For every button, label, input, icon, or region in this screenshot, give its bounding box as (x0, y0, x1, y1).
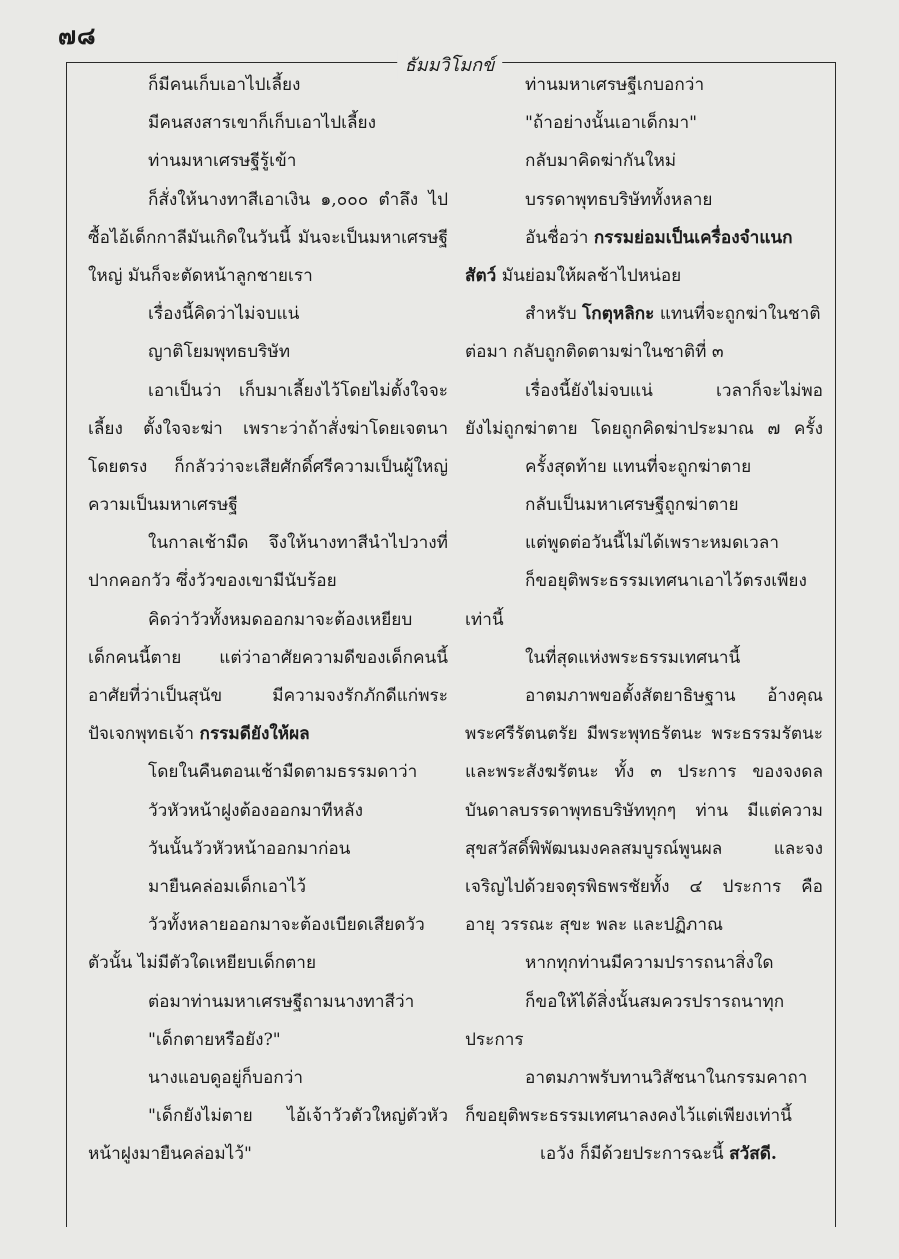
line-text: อายุ วรรณะ สุขะ พละ และปฏิภาณ (465, 915, 723, 936)
line-text: เจริญไปด้วยจตุรพิธพรชัยทั้ง ๔ ประการ คือ (465, 876, 823, 897)
line-text: กลับมาคิดฆ่ากันใหม่ (525, 151, 677, 172)
text-line (465, 983, 823, 1021)
line-text: เรื่องนี้คิดว่าไม่จบแน่ (148, 304, 300, 325)
text-line (465, 1097, 823, 1135)
text-line (465, 372, 823, 410)
right-column (465, 66, 823, 1173)
line-text: ก็ขอยุติพระธรรมเทศนาลงคงไว้แต่เพียงเท่านี้ (465, 1106, 792, 1127)
line-text: เอวัง ก็มีด้วยประการฉะนี้ (540, 1144, 730, 1165)
text-line (465, 715, 823, 753)
line-text: ก็สั่งให้นางทาสีเอาเงิน ๑,๐๐๐ ตำลึง ไป (148, 189, 448, 210)
line-text: ต่อมา กลับถูกติดตามฆ่าในชาติที่ ๓ (465, 342, 724, 363)
text-line (88, 639, 448, 677)
text-line (88, 677, 448, 715)
text-line (465, 1059, 823, 1097)
text-line (88, 104, 448, 142)
text-line (88, 983, 448, 1021)
text-line (88, 372, 448, 410)
line-text: เรื่องนี้ยังไม่จบแน่ เวลาก็จะไม่พอ (525, 380, 823, 401)
bold-phrase: สวัสดี. (729, 1144, 777, 1165)
line-text: อาตมภาพขอตั้งสัตยาธิษฐาน อ้างคุณ (525, 686, 823, 706)
text-line (88, 1135, 448, 1173)
text-line (465, 333, 823, 371)
text-line (88, 906, 448, 944)
text-line (88, 562, 448, 600)
text-line (465, 104, 823, 142)
text-line (88, 601, 448, 639)
text-line (88, 142, 448, 180)
text-line (88, 486, 448, 524)
text-line (88, 868, 448, 906)
text-line (88, 830, 448, 868)
text-line (465, 792, 823, 830)
text-line (465, 562, 823, 600)
line-text: อาตมภาพรับทานวิสัชนาในกรรมคาถา (525, 1067, 808, 1088)
line-text: อาศัยที่ว่าเป็นสุนัข มีความจงรักภักดีแก่พระ (88, 686, 448, 706)
line-text: ก็มีคนเก็บเอาไปเลี้ยง (148, 75, 301, 95)
line-text: ประการ (465, 1029, 524, 1050)
line-text: เอาเป็นว่า เก็บมาเลี้ยงไว้โดยไม่ตั้งใจจะ (148, 380, 448, 401)
text-line (465, 601, 823, 639)
line-text: มายืนคล่อมเด็กเอาไว้ (148, 876, 307, 897)
text-line (88, 219, 448, 257)
text-line (465, 448, 823, 486)
page-number: ๗๘ (58, 21, 97, 50)
text-line (465, 257, 823, 295)
line-text: หากทุกท่านมีความปรารถนาสิ่งใด (525, 953, 774, 974)
line-text: สำหรับ (525, 304, 583, 325)
line-text: อันชื่อว่า (525, 227, 594, 248)
text-line (465, 906, 823, 944)
text-line (465, 142, 823, 180)
text-line (88, 181, 448, 219)
text-line (88, 1059, 448, 1097)
line-text: บันดาลบรรดาพุทธบริษัททุกๆ ท่าน มีแต่ความ (465, 800, 823, 821)
bold-phrase: กรรมย่อมเป็นเครื่องจำแนก (593, 227, 793, 248)
line-text: และพระสังฆรัตนะ ทั้ง ๓ ประการ ของจงดล (465, 762, 823, 783)
text-line (465, 486, 823, 524)
text-line (88, 448, 448, 486)
line-text: เท่านี้ (465, 609, 504, 630)
line-text-after: แทนที่จะถูกฆ่าในชาติ (654, 304, 821, 325)
line-text: ญาติโยมพุทธบริษัท (148, 342, 291, 363)
line-text: ในกาลเช้ามืด จึงให้นางทาสีนำไปวางที่ (148, 533, 448, 554)
line-text: ในที่สุดแห่งพระธรรมเทศนานี้ (525, 647, 741, 668)
text-line (88, 66, 448, 104)
text-line (465, 868, 823, 906)
text-line (465, 181, 823, 219)
line-text: วันนั้นวัวหัวหน้าออกมาก่อน (148, 838, 351, 859)
text-line (465, 944, 823, 982)
line-text: มันย่อมให้ผลช้าไปหน่อย (496, 265, 682, 286)
line-text: โดยตรง ก็กลัวว่าจะเสียศักดิ์ศรีความเป็นผู้ใหญ่ (88, 456, 448, 477)
line-text: ปัจเจกพุทธเจ้า (88, 724, 200, 745)
line-text: นางแอบดูอยู่ก็บอกว่า (148, 1067, 304, 1088)
bold-phrase: สัตว์ (465, 265, 497, 286)
text-line (88, 295, 448, 333)
running-head: ธัมมวิโมกข์ (397, 50, 503, 79)
text-line (465, 753, 823, 791)
line-text: ตัวนั้น ไม่มีตัวใดเหยียบเด็กตาย (88, 953, 317, 974)
text-line (465, 677, 823, 715)
line-text: วัวทั้งหลายออกมาจะต้องเบียดเสียดวัว (148, 915, 425, 936)
line-text: ท่านมหาเศรษฐีรู้เข้า (148, 151, 297, 172)
line-text: คิดว่าวัวทั้งหมดออกมาจะต้องเหยียบ (148, 609, 413, 630)
left-column (88, 66, 448, 1173)
line-text: ต่อมาท่านมหาเศรษฐีถามนางทาสีว่า (148, 991, 415, 1012)
line-text: สุขสวัสดิ์พิพัฒนมงคลสมบูรณ์พูนผล และจง (465, 838, 823, 859)
line-text: วัวหัวหน้าฝูงต้องออกมาทีหลัง (148, 800, 363, 821)
line-text: ใหญ่ มันก็จะตัดหน้าลูกชายเรา (88, 265, 313, 286)
line-text: ปากคอกวัว ซึ่งวัวของเขามีนับร้อย (88, 571, 337, 592)
line-text: ซื้อไอ้เด็กกาลีมันเกิดในวันนี้ มันจะเป็นมหาเศรษฐี (88, 227, 448, 248)
line-text: "เด็กตายหรือยัง?" (148, 1029, 281, 1050)
line-text: ก็ขอยุติพระธรรมเทศนาเอาไว้ตรงเพียง (525, 571, 807, 592)
text-line (465, 66, 823, 104)
line-text: พระศรีรัตนตรัย มีพระพุทธรัตนะ พระธรรมรัตนะ (465, 724, 823, 745)
line-text: มีคนสงสารเขาก็เก็บเอาไปเลี้ยง (148, 113, 376, 134)
line-text: "เด็กยังไม่ตาย ไอ้เจ้าวัวตัวใหญ่ตัวหัว (148, 1106, 448, 1127)
line-text: แต่พูดต่อวันนี้ไม่ได้เพราะหมดเวลา (525, 533, 779, 554)
bold-phrase: กรรมดียังให้ผล (199, 724, 310, 745)
text-line (88, 1021, 448, 1059)
line-text: เลี้ยง ตั้งใจจะฆ่า เพราะว่าถ้าสั่งฆ่าโดยเจตนา (88, 418, 448, 439)
text-line (88, 257, 448, 295)
line-text: โดยในคืนตอนเช้ามืดตามธรรมดาว่า (148, 762, 418, 783)
text-line (465, 524, 823, 562)
text-line (465, 219, 823, 257)
text-line (88, 410, 448, 448)
text-line (88, 333, 448, 371)
line-text: กลับเป็นมหาเศรษฐีถูกฆ่าตาย (525, 495, 739, 516)
bold-phrase: โกตุหลิกะ (582, 304, 655, 325)
text-line (88, 1097, 448, 1135)
line-text: ท่านมหาเศรษฐีเกบอกว่า (525, 75, 705, 95)
line-text: ความเป็นมหาเศรษฐี (88, 495, 238, 516)
text-line (88, 792, 448, 830)
line-text: เด็กคนนี้ตาย แต่ว่าอาศัยความดีของเด็กคนนี้ (88, 647, 448, 668)
text-line (88, 524, 448, 562)
text-line (465, 830, 823, 868)
line-text: หน้าฝูงมายืนคล่อมไว้" (88, 1144, 252, 1165)
text-line (465, 410, 823, 448)
line-text: "ถ้าอย่างนั้นเอาเด็กมา" (525, 113, 698, 134)
line-text: บรรดาพุทธบริษัททั้งหลาย (525, 189, 713, 210)
line-text: ก็ขอให้ได้สิ่งนั้นสมควรปรารถนาทุก (525, 991, 785, 1012)
text-line (88, 753, 448, 791)
line-text: ครั้งสุดท้าย แทนที่จะถูกฆ่าตาย (525, 456, 752, 477)
text-line (465, 639, 823, 677)
text-line (465, 1021, 823, 1059)
text-line (465, 295, 823, 333)
text-line (465, 1135, 823, 1173)
line-text: ยังไม่ถูกฆ่าตาย โดยถูกคิดฆ่าประมาณ ๗ ครั้ง (465, 418, 823, 439)
text-line (88, 715, 448, 753)
text-line (88, 944, 448, 982)
